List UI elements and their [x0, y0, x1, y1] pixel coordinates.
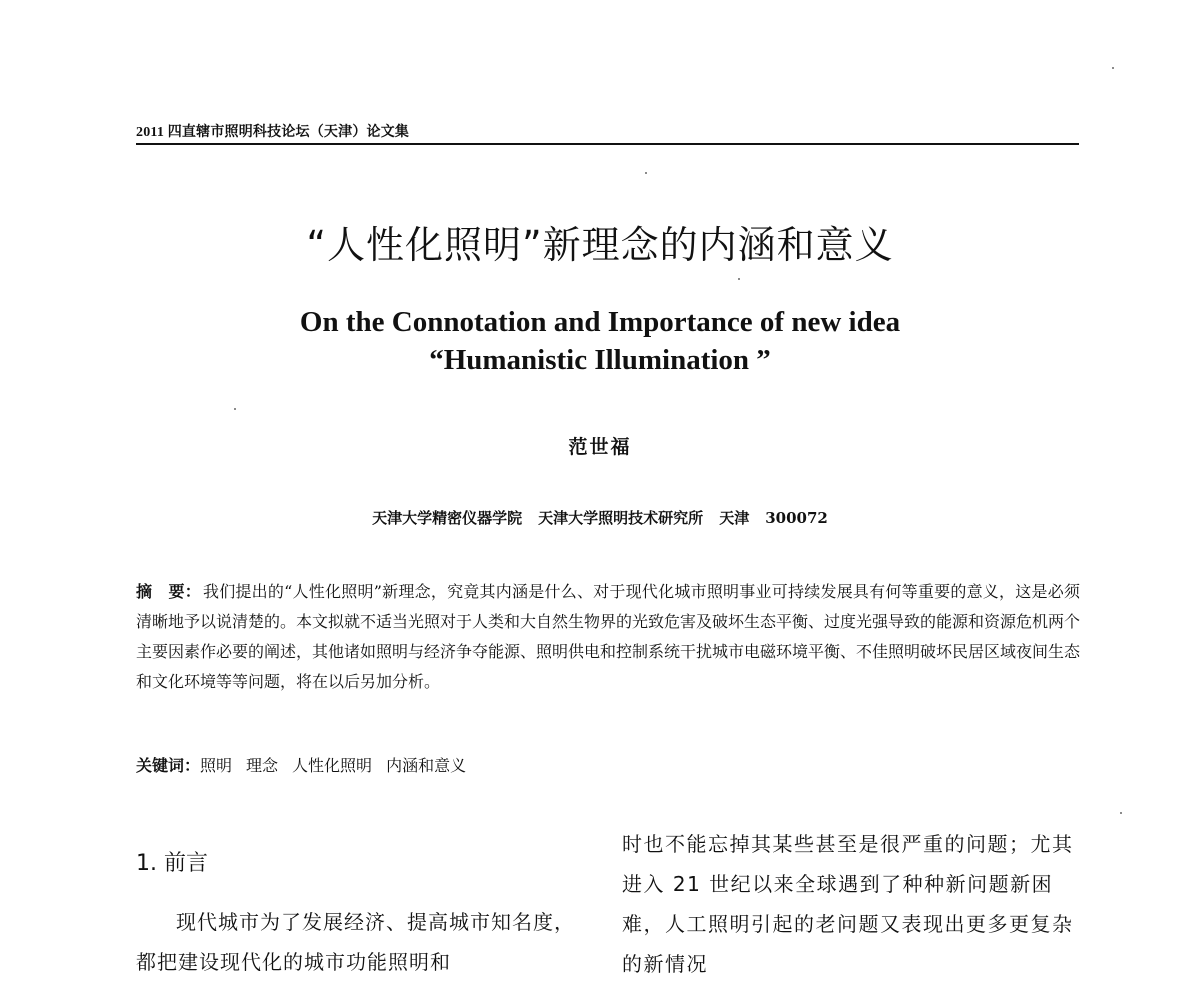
affiliation-city: 天津 [719, 509, 750, 527]
section-heading: 1. 前言 [136, 851, 208, 876]
keyword: 照明 [200, 756, 233, 775]
scan-speck [1112, 67, 1114, 69]
keyword: 内涵和意义 [386, 756, 467, 775]
affiliation-institute2: 天津大学照明技术研究所 [538, 509, 704, 527]
body-column-right [622, 824, 1080, 984]
scan-speck [645, 172, 647, 174]
affiliation-institute1: 天津大学精密仪器学院 [372, 509, 523, 527]
header-rule [136, 143, 1079, 145]
keywords [136, 751, 1080, 781]
title-english-line1: On the Connotation and Importance of new idea [299, 306, 901, 338]
scan-speck [738, 278, 740, 280]
scan-speck [1120, 812, 1122, 814]
body-column-left [136, 902, 594, 982]
affiliation [0, 507, 1200, 528]
body-paragraph: 时也不能忘掉其某些甚至是很严重的问题；尤其进入 21 世纪以来全球遇到了种种新问题新困难，人工照明引起的老问题又表现出更多更复杂的新情况 [622, 832, 1074, 976]
running-header: 2011 四直辖市照明科技论坛（天津）论文集 [136, 125, 410, 140]
keywords-label: 关键词： [136, 756, 201, 775]
body-paragraph: 现代城市为了发展经济、提高城市知名度，都把建设现代化的城市功能照明和 [136, 910, 575, 974]
abstract-text: 我们提出的“人性化照明”新理念，究竟其内涵是什么、对于现代化城市照明事业可持续发展具有何等重要的意义，这是必须清晰地予以说清楚的。本文拟就不适当光照对于人类和大自然生物界的光致危害及破坏生态平衡、过度光强导致的能源和资源危机两个主要因素作必要的阐述，其他诸如照明与经济争夺能源、照明供电和控制系统干扰城市电磁环境平衡、不佳照明破坏民居区域夜间生态和文化环境等等问题，将在以后另加分析。 [136, 582, 1081, 691]
author-name: 范世福 [568, 436, 632, 458]
scan-speck [234, 408, 236, 410]
keyword: 理念 [246, 756, 279, 775]
keyword: 人性化照明 [292, 756, 373, 775]
title-english-line2: “Humanistic Illumination ” [429, 344, 771, 376]
title-chinese: “人性化照明”新理念的内涵和意义 [306, 223, 894, 267]
abstract-label: 摘 要： [136, 582, 201, 601]
affiliation-postcode: 300072 [765, 509, 828, 527]
abstract [136, 577, 1080, 697]
